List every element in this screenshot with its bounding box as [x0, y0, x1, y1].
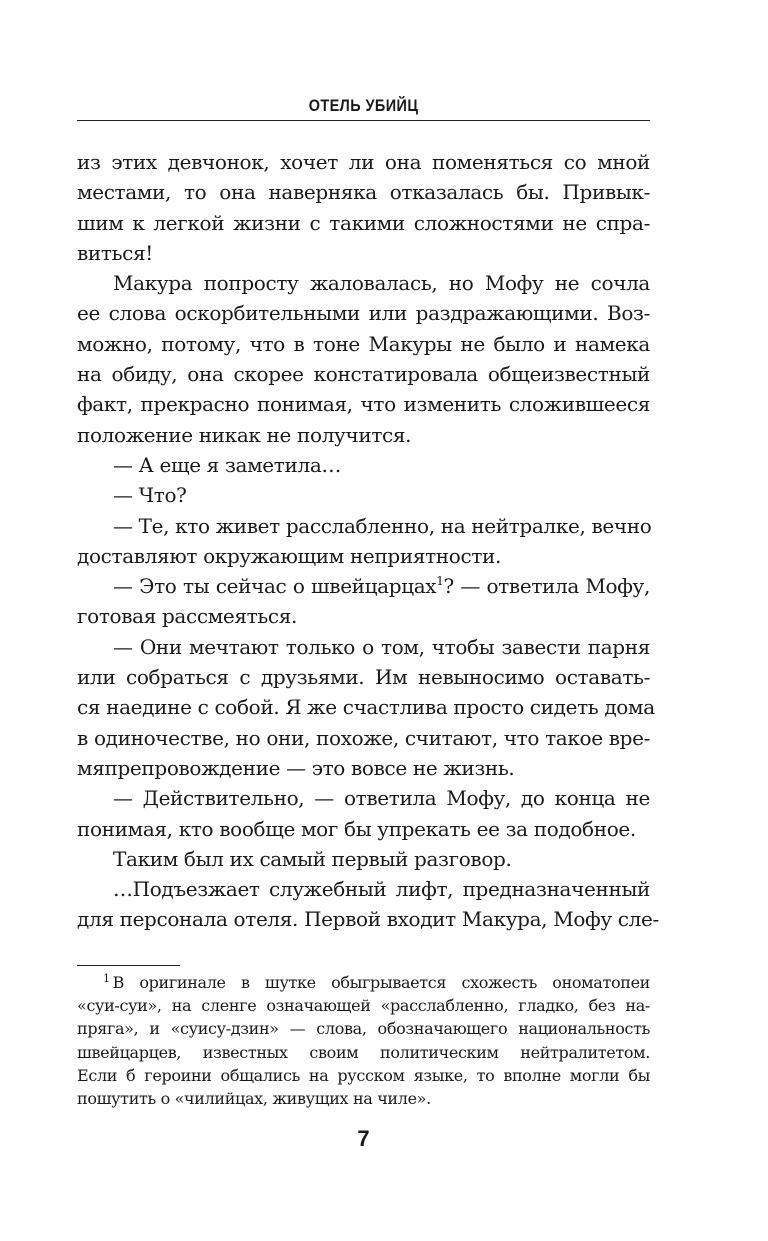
text-line: Макура попросту жаловалась, но Мофу не сочла	[113, 271, 650, 296]
text-line: положение никак не получится.	[77, 422, 412, 447]
dialogue-text: ? — ответила Мофу,	[443, 574, 650, 599]
text-line: факт, прекрасно понимая, что изменить сложившееся	[77, 392, 650, 417]
footnote-line	[77, 971, 650, 994]
text-line: или собраться с друзьями. Им невыносимо оставать-	[77, 665, 650, 690]
text-line: доставляют окружающим неприятности.	[77, 543, 502, 568]
dialogue-line: — А еще я заметила…	[113, 452, 342, 477]
dialogue-line: — Что?	[113, 483, 187, 508]
dialogue-line: — Действительно, — ответила Мофу, до конца не	[113, 786, 650, 811]
footnote-line: швейцарцев, известных своим политическим нейтралитетом.	[77, 1042, 650, 1062]
text-line: для персонала отеля. Первой входит Макура, Мофу сле-	[77, 907, 659, 932]
text-line: в одиночестве, но они, похоже, считают, что такое вре-	[77, 725, 650, 750]
text-line: готовая рассмеяться.	[77, 604, 298, 629]
footnote	[77, 971, 650, 1110]
text-line: ся наедине с собой. Я же счастлива просто сидеть дома	[77, 695, 655, 720]
footnote-line: пошутить о «чилийцах, живущих на чиле».	[77, 1088, 431, 1108]
running-title: ОТЕЛЬ УБИЙЦ	[308, 96, 419, 115]
footnote-rule	[77, 965, 180, 966]
page-body	[77, 147, 659, 935]
dialogue-text: — Это ты сейчас о швейцарцах	[113, 574, 437, 599]
text-line: из этих девчонок, хочет ли она поменяться со мной	[77, 150, 650, 174]
text-line: местами, то она наверняка отказалась бы. Привык-	[77, 180, 650, 205]
dialogue-line	[77, 571, 650, 601]
text-line: на обиду, она скорее констатировала общеизвестный	[77, 362, 650, 387]
page-number: 7	[357, 1126, 370, 1151]
text-line: можно, потому, что в тоне Макуры не было и намека	[77, 331, 650, 356]
footnote-marker: 1	[103, 972, 110, 985]
dialogue-line: — Те, кто живет расслабленно, на нейтралке, вечно	[113, 513, 652, 538]
text-line: понимая, кто вообще мог бы упрекать ее за подобное.	[77, 816, 636, 841]
footnote-line: Если б героини общались на русском языке, то вполне могли бы	[77, 1065, 650, 1085]
header-rule	[77, 120, 650, 121]
text-line: виться!	[77, 240, 153, 265]
text-line: мяпрепровождение — это вовсе не жизнь.	[77, 755, 515, 780]
footnote-text: В оригинале в шутке обыгрывается схожесть ономатопеи	[112, 973, 650, 992]
text-line: шим к легкой жизни с такими сложностями не спра-	[77, 210, 650, 235]
text-line: Таким был их самый первый разговор.	[113, 846, 512, 871]
footnote-line: пряга», и «суису-дзин» — слова, обозначающего национальность	[77, 1019, 650, 1039]
dialogue-line: — Они мечтают только о том, чтобы завести парня	[113, 634, 650, 659]
text-line: …Подъезжает служебный лифт, предназначенный	[113, 877, 650, 902]
footnote-reference[interactable]: 1	[436, 574, 444, 589]
footnote-line: «суи-суи», на сленге означающей «расслабленно, гладко, без на-	[77, 996, 650, 1016]
text-line: ее слова оскорбительными или раздражающими. Воз-	[77, 301, 650, 326]
